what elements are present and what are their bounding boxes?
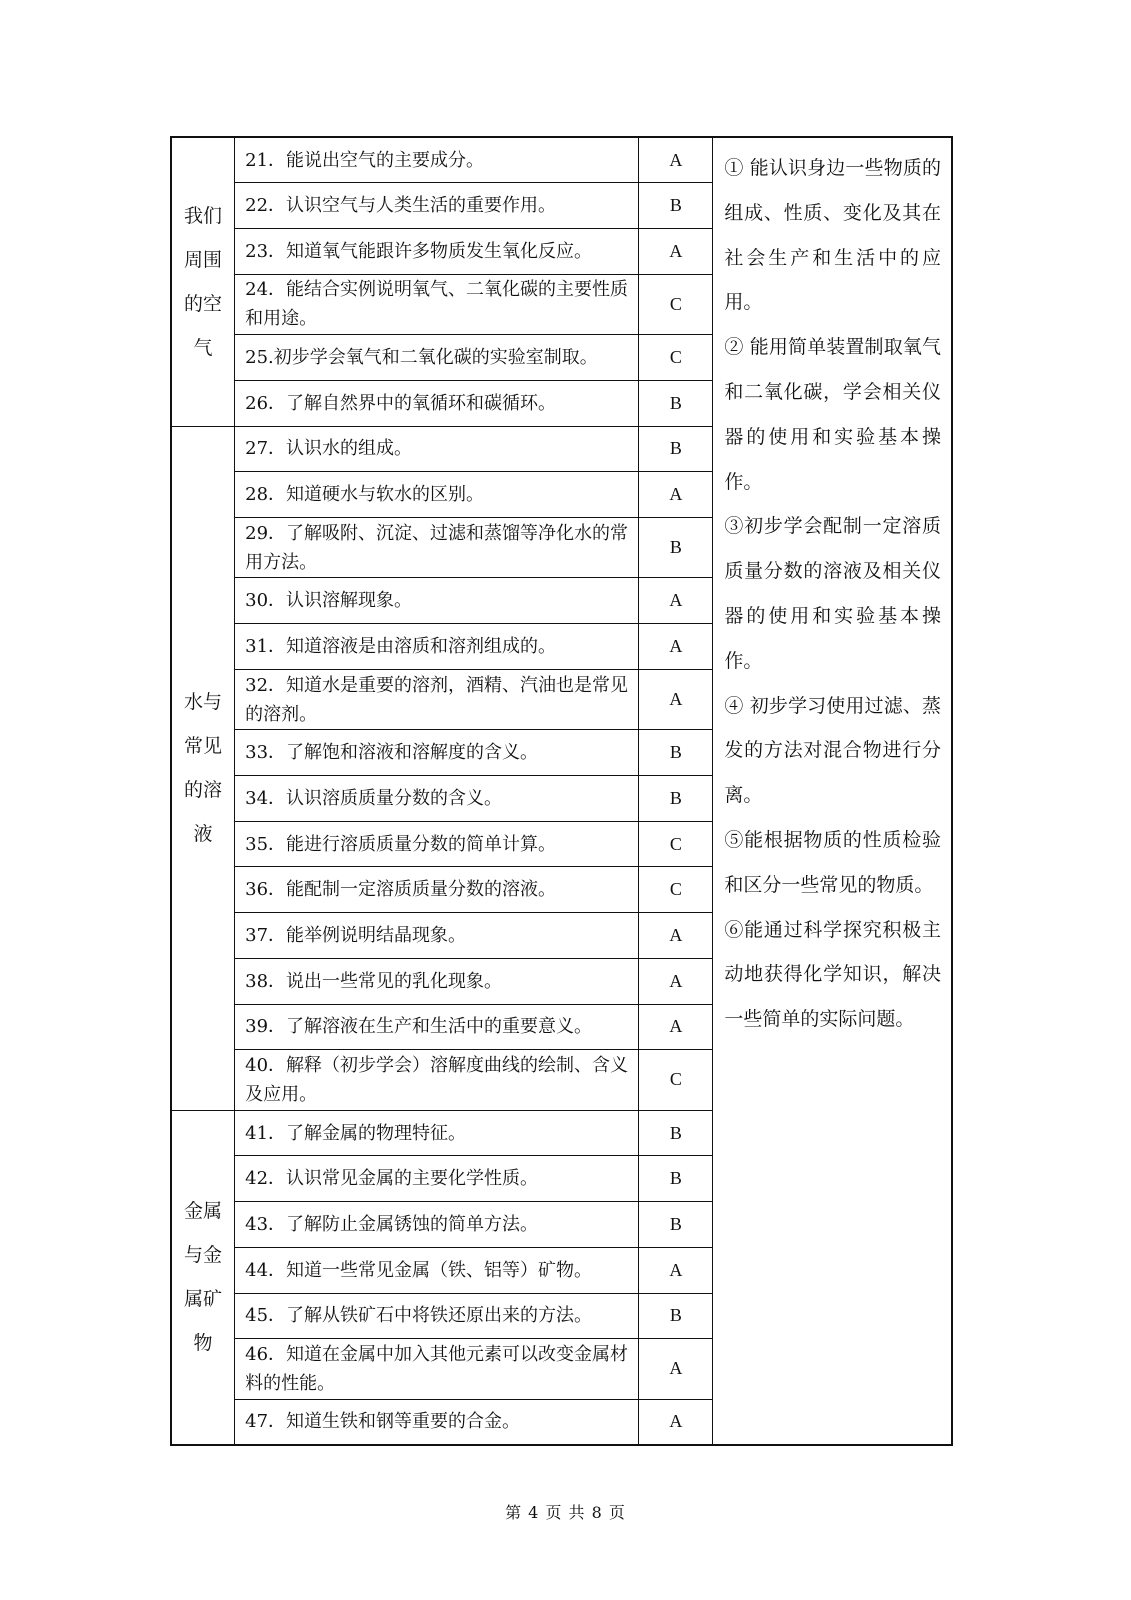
level-cell: A bbox=[639, 958, 713, 1004]
level-cell: A bbox=[639, 913, 713, 959]
level-cell: B bbox=[639, 1293, 713, 1339]
level-cell: A bbox=[639, 1339, 713, 1400]
level-cell: B bbox=[639, 1156, 713, 1202]
item-cell bbox=[235, 335, 639, 381]
topic-line: 属矿 bbox=[184, 1288, 223, 1311]
item-cell bbox=[235, 730, 639, 776]
item-text: 42．认识常见金属的主要化学性质。 bbox=[245, 1168, 539, 1190]
topic-line: 物 bbox=[193, 1332, 213, 1355]
level-cell: B bbox=[639, 1202, 713, 1248]
item-cell bbox=[235, 1247, 639, 1293]
item-text: 41．了解金属的物理特征。 bbox=[245, 1122, 467, 1144]
item-text: 35．能进行溶质质量分数的简单计算。 bbox=[245, 833, 557, 855]
item-text: 31．知道溶液是由溶质和溶剂组成的。 bbox=[245, 635, 557, 657]
item-cell bbox=[235, 1293, 639, 1339]
goal-text: ③初步学会配制一定溶质质量分数的溶液及相关仪器的使用和实验基本操作。 bbox=[724, 515, 941, 672]
item-cell bbox=[235, 578, 639, 624]
item-text: 39．了解溶液在生产和生活中的重要意义。 bbox=[245, 1016, 593, 1038]
topic-line: 我们 bbox=[184, 204, 223, 227]
level-cell: A bbox=[639, 1247, 713, 1293]
curriculum-table bbox=[170, 136, 953, 1446]
item-text: 44．知道一些常见金属（铁、铝等）矿物。 bbox=[245, 1259, 593, 1281]
item-cell bbox=[235, 624, 639, 670]
item-cell bbox=[235, 913, 639, 959]
goal-text: ④ 初步学习使用过滤、蒸发的方法对混合物进行分离。 bbox=[724, 694, 941, 807]
table-row bbox=[171, 137, 952, 183]
level-cell: A bbox=[639, 669, 713, 730]
item-cell bbox=[235, 517, 639, 578]
item-cell bbox=[235, 669, 639, 730]
goals-cell bbox=[713, 137, 952, 1445]
item-cell bbox=[235, 183, 639, 229]
level-cell: A bbox=[639, 472, 713, 518]
item-text: 26．了解自然界中的氧循环和碳循环。 bbox=[245, 392, 557, 414]
item-text: 27．认识水的组成。 bbox=[245, 438, 413, 460]
goal-text: ⑤能根据物质的性质检验和区分一些常见的物质。 bbox=[724, 828, 941, 896]
topic-cell bbox=[171, 1110, 235, 1445]
level-cell: B bbox=[639, 517, 713, 578]
goal-text: ① 能认识身边一些物质的组成、性质、变化及其在社会生产和生活中的应用。 bbox=[724, 157, 941, 314]
topic-line: 气 bbox=[193, 336, 213, 359]
level-cell: B bbox=[639, 1110, 713, 1156]
item-cell bbox=[235, 472, 639, 518]
item-cell bbox=[235, 1399, 639, 1445]
item-text: 22．认识空气与人类生活的重要作用。 bbox=[245, 195, 557, 217]
page-footer: 第 4 页 共 8 页 bbox=[505, 1503, 626, 1522]
topic-cell bbox=[171, 426, 235, 1110]
level-cell: B bbox=[639, 380, 713, 426]
item-cell bbox=[235, 867, 639, 913]
item-cell bbox=[235, 821, 639, 867]
item-text: 32．知道水是重要的溶剂，酒精、汽油也是常见的溶剂。 bbox=[245, 674, 629, 725]
level-cell: C bbox=[639, 867, 713, 913]
item-cell bbox=[235, 1339, 639, 1400]
item-text: 34．认识溶质质量分数的含义。 bbox=[245, 787, 503, 809]
topic-line: 液 bbox=[193, 823, 213, 846]
level-cell: C bbox=[639, 335, 713, 381]
level-cell: A bbox=[639, 578, 713, 624]
item-cell bbox=[235, 274, 639, 335]
item-cell bbox=[235, 958, 639, 1004]
item-cell bbox=[235, 426, 639, 472]
item-cell bbox=[235, 1202, 639, 1248]
topic-line: 与金 bbox=[184, 1244, 223, 1267]
item-cell bbox=[235, 1156, 639, 1202]
item-text: 46．知道在金属中加入其他元素可以改变金属材料的性能。 bbox=[245, 1343, 629, 1394]
item-text: 21．能说出空气的主要成分。 bbox=[245, 149, 485, 171]
item-text: 30．认识溶解现象。 bbox=[245, 590, 413, 612]
topic-line: 常见 bbox=[184, 735, 223, 758]
item-cell bbox=[235, 228, 639, 274]
item-text: 38．说出一些常见的乳化现象。 bbox=[245, 970, 503, 992]
goal-text: ⑥能通过科学探究积极主动地获得化学知识，解决一些简单的实际问题。 bbox=[724, 918, 941, 1031]
topic-line: 周围 bbox=[184, 248, 223, 271]
level-cell: A bbox=[639, 1004, 713, 1050]
item-text: 47．知道生铁和钢等重要的合金。 bbox=[245, 1411, 521, 1433]
item-text: 43．了解防止金属锈蚀的简单方法。 bbox=[245, 1213, 539, 1235]
item-cell bbox=[235, 380, 639, 426]
item-text: 23．知道氧气能跟许多物质发生氧化反应。 bbox=[245, 240, 593, 262]
topic-line: 金属 bbox=[184, 1200, 223, 1223]
item-text: 45．了解从铁矿石中将铁还原出来的方法。 bbox=[245, 1305, 593, 1327]
item-text: 33．了解饱和溶液和溶解度的含义。 bbox=[245, 742, 539, 764]
level-cell: B bbox=[639, 776, 713, 822]
item-text: 25.初步学会氧气和二氧化碳的实验室制取。 bbox=[245, 346, 598, 368]
level-cell: A bbox=[639, 1399, 713, 1445]
item-cell bbox=[235, 1004, 639, 1050]
level-cell: C bbox=[639, 1050, 713, 1111]
level-cell: A bbox=[639, 624, 713, 670]
item-text: 37．能举例说明结晶现象。 bbox=[245, 924, 467, 946]
item-cell bbox=[235, 1050, 639, 1111]
item-cell bbox=[235, 776, 639, 822]
level-cell: C bbox=[639, 274, 713, 335]
topic-line: 的溶 bbox=[184, 779, 223, 802]
level-cell: A bbox=[639, 228, 713, 274]
item-text: 40．解释（初步学会）溶解度曲线的绘制、含义及应用。 bbox=[245, 1054, 629, 1105]
item-text: 29．了解吸附、沉淀、过滤和蒸馏等净化水的常用方法。 bbox=[245, 522, 629, 573]
level-cell: B bbox=[639, 426, 713, 472]
level-cell: A bbox=[639, 137, 713, 183]
item-cell bbox=[235, 1110, 639, 1156]
level-cell: B bbox=[639, 183, 713, 229]
item-text: 24．能结合实例说明氧气、二氧化碳的主要性质和用途。 bbox=[245, 279, 629, 330]
item-cell bbox=[235, 137, 639, 183]
level-cell: C bbox=[639, 821, 713, 867]
item-text: 36．能配制一定溶质质量分数的溶液。 bbox=[245, 879, 557, 901]
level-cell: B bbox=[639, 730, 713, 776]
topic-cell bbox=[171, 137, 235, 426]
topic-line: 水与 bbox=[184, 691, 223, 714]
topic-line: 的空 bbox=[184, 292, 223, 315]
item-text: 28．知道硬水与软水的区别。 bbox=[245, 484, 485, 506]
goal-text: ② 能用简单装置制取氧气和二氧化碳，学会相关仪器的使用和实验基本操作。 bbox=[724, 336, 941, 493]
